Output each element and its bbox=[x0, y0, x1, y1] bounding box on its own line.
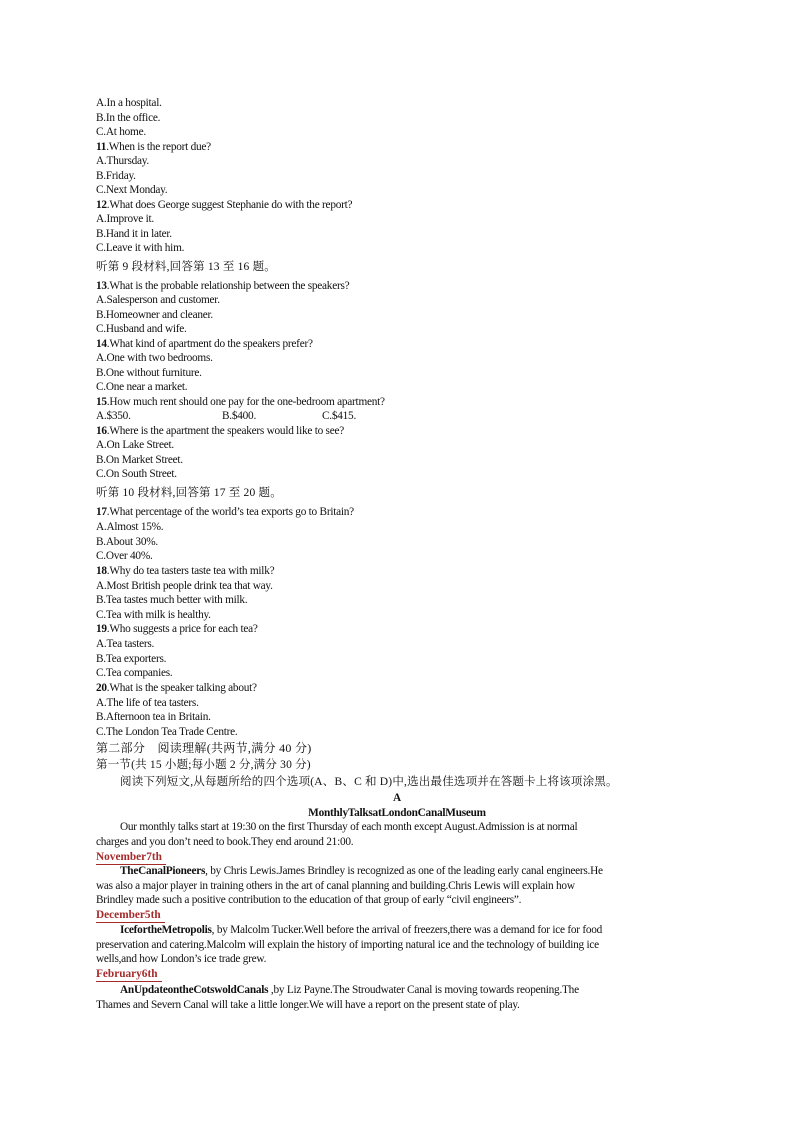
q10-option-a: A.In a hospital. bbox=[96, 97, 162, 109]
q14-text: .What kind of apartment do the speakers prefer? bbox=[106, 337, 313, 350]
q17-stem bbox=[96, 505, 354, 519]
q20-stem bbox=[96, 681, 257, 695]
talk-3-line-1-text: ,by Liz Payne.The Stroudwater Canal is moving towards reopening.The bbox=[268, 984, 579, 996]
q11-option-a: A.Thursday. bbox=[96, 155, 149, 167]
intro-line-2: charges and you don’t need to book.They end around 21:00. bbox=[96, 836, 354, 848]
talk-2-line-1-text: , by Malcolm Tucker.Well before the arrival of freezers,there was a demand for ice for food bbox=[211, 923, 603, 936]
talk-date: February6th bbox=[96, 967, 162, 982]
q13-option-b: B.Homeowner and cleaner. bbox=[96, 308, 213, 321]
q16-option-c: C.On South Street. bbox=[96, 468, 177, 480]
q16-option-b: B.On Market Street. bbox=[96, 453, 183, 466]
q17-text: .What percentage of the world’s tea exports go to Britain? bbox=[106, 506, 354, 518]
q14-option-a: A.One with two bedrooms. bbox=[96, 352, 213, 364]
q10-option-b: B.In the office. bbox=[96, 111, 161, 124]
talk-title: TheCanalPioneers bbox=[120, 865, 206, 877]
q19-option-c: C.Tea companies. bbox=[96, 667, 173, 679]
q19-number: 19 bbox=[96, 623, 107, 635]
part-two-title: 第二部分 阅读理解(共两节,满分 40 分) bbox=[96, 741, 312, 755]
reading-instruction: 阅读下列短文,从每题所给的四个选项(A、B、C 和 D)中,选出最佳选项并在答题卡上将该项涂黑。 bbox=[120, 776, 618, 788]
q16-number: 16 bbox=[96, 424, 107, 437]
q20-text: .What is the speaker talking about? bbox=[106, 681, 257, 694]
passage-10-heading: 听第 10 段材料,回答第 17 至 20 题。 bbox=[96, 487, 282, 499]
passage-title: MonthlyTalksatLondonCanalMuseum bbox=[308, 806, 486, 819]
talk-2-line-3: wells,and how London’s ice trade grew. bbox=[96, 953, 267, 965]
talk-title: IcefortheMetropolis bbox=[120, 923, 212, 936]
q15-option-a: A.$350. bbox=[96, 410, 131, 422]
q15-number: 15 bbox=[96, 395, 107, 408]
q13-option-c: C.Husband and wife. bbox=[96, 323, 187, 335]
q11-option-b: B.Friday. bbox=[96, 169, 136, 182]
passage-letter: A bbox=[393, 792, 401, 804]
q20-number: 20 bbox=[96, 681, 107, 694]
q15-stem bbox=[96, 395, 385, 409]
q13-number: 13 bbox=[96, 279, 107, 292]
talk-1-line-1-text: , by Chris Lewis.James Brindley is recognized as one of the leading early canal engineers.He bbox=[205, 865, 603, 877]
q15-option-b: B.$400. bbox=[222, 410, 257, 422]
q14-stem bbox=[96, 337, 313, 351]
q12-stem bbox=[96, 198, 352, 212]
q17-option-b: B.About 30%. bbox=[96, 535, 158, 548]
q19-stem bbox=[96, 622, 258, 636]
q14-option-b: B.One without furniture. bbox=[96, 366, 202, 379]
talk-1-line-3: Brindley made such a positive contribution to the education of that group of early “civil engineers”. bbox=[96, 894, 522, 906]
q20-option-a: A.The life of tea tasters. bbox=[96, 696, 199, 709]
q17-option-a: A.Almost 15%. bbox=[96, 521, 164, 533]
q12-number: 12 bbox=[96, 198, 107, 211]
talk-1-line-2: was also a major player in training others in the art of canal planning and building.Chris Lewis will explain how bbox=[96, 879, 575, 892]
q11-number: 11 bbox=[96, 140, 107, 153]
q18-option-c: C.Tea with milk is healthy. bbox=[96, 608, 211, 621]
q11-stem bbox=[96, 140, 211, 154]
q16-option-a: A.On Lake Street. bbox=[96, 439, 174, 451]
q20-option-c: C.The London Tea Trade Centre. bbox=[96, 725, 238, 738]
q14-option-c: C.One near a market. bbox=[96, 381, 188, 393]
talk-3-line-2: Thames and Severn Canal will take a little longer.We will have a report on the present state of play. bbox=[96, 999, 520, 1011]
talk-2-line-2: preservation and catering.Malcolm will explain the history of importing natural ice and the technology of building ice bbox=[96, 938, 599, 951]
talk-date: December5th bbox=[96, 908, 165, 923]
q19-option-a: A.Tea tasters. bbox=[96, 638, 155, 650]
q12-option-c: C.Leave it with him. bbox=[96, 242, 185, 254]
q18-text: .Why do tea tasters taste tea with milk? bbox=[106, 564, 275, 577]
q12-text: .What does George suggest Stephanie do with the report? bbox=[106, 198, 353, 211]
talk-1-line-1 bbox=[120, 864, 603, 878]
q19-option-b: B.Tea exporters. bbox=[96, 652, 167, 665]
q15-option-c: C.$415. bbox=[322, 410, 357, 422]
q11-text: .When is the report due? bbox=[106, 140, 211, 153]
q14-number: 14 bbox=[96, 337, 107, 350]
q18-option-b: B.Tea tastes much better with milk. bbox=[96, 594, 248, 606]
q16-text: .Where is the apartment the speakers would like to see? bbox=[106, 424, 344, 437]
q13-stem bbox=[96, 279, 349, 293]
q12-option-b: B.Hand it in later. bbox=[96, 227, 172, 240]
q12-option-a: A.Improve it. bbox=[96, 213, 154, 225]
q17-number: 17 bbox=[96, 506, 107, 518]
q17-option-c: C.Over 40%. bbox=[96, 550, 153, 562]
q18-stem bbox=[96, 564, 274, 578]
q13-option-a: A.Salesperson and customer. bbox=[96, 294, 220, 306]
passage-9-heading: 听第 9 段材料,回答第 13 至 16 题。 bbox=[96, 261, 276, 273]
q11-option-c: C.Next Monday. bbox=[96, 184, 168, 196]
q15-text: .How much rent should one pay for the one-bedroom apartment? bbox=[106, 395, 385, 408]
q13-text: .What is the probable relationship between the speakers? bbox=[106, 279, 350, 292]
talk-2-line-1 bbox=[120, 923, 602, 937]
q20-option-b: B.Afternoon tea in Britain. bbox=[96, 711, 211, 723]
talk-date: November7th bbox=[96, 850, 166, 865]
q18-option-a: A.Most British people drink tea that way. bbox=[96, 579, 273, 592]
talk-3-line-1 bbox=[120, 983, 579, 997]
q18-number: 18 bbox=[96, 564, 107, 577]
q10-option-c: C.At home. bbox=[96, 126, 146, 138]
intro-line-1: Our monthly talks start at 19:30 on the first Thursday of each month except August.Admission is at normal bbox=[120, 821, 578, 833]
q19-text: .Who suggests a price for each tea? bbox=[106, 623, 258, 635]
section-one-title: 第一节(共 15 小题;每小题 2 分,满分 30 分) bbox=[96, 759, 311, 771]
q16-stem bbox=[96, 424, 344, 438]
q15-options-row bbox=[96, 409, 356, 423]
talk-title: AnUpdateontheCotswoldCanals bbox=[120, 984, 269, 996]
